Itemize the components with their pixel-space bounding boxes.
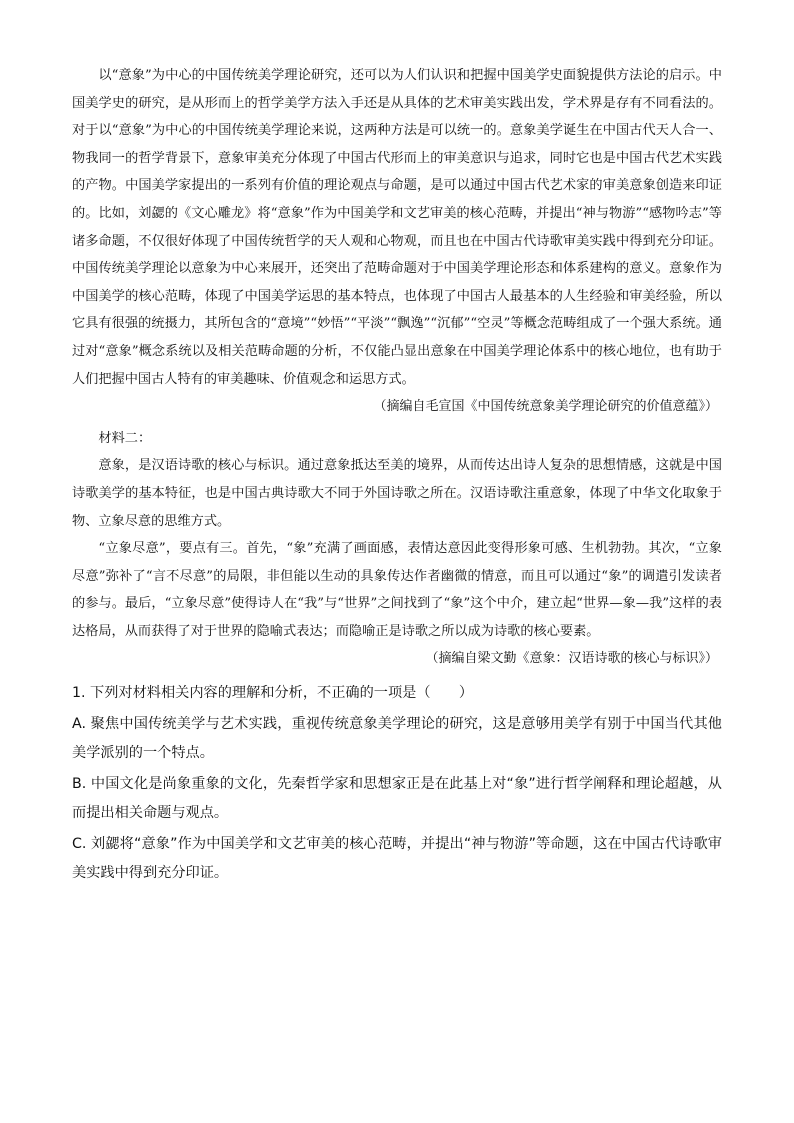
document-content <box>72 62 722 888</box>
question-1-option-a: A. 聚焦中国传统美学与艺术实践，重视传统意象美学理论的研究，这是意够用美学有别于中国当代其他美学派别的一个特点。 <box>72 716 722 762</box>
material2-heading: 材料二： <box>98 430 152 446</box>
question-1-option-c: C. 刘勰将“意象”作为中国美学和文艺审美的核心范畴，并提出“神与物游”等命题，这在中国古代诗歌审美实践中得到充分印证。 <box>72 836 722 882</box>
material1-source: （摘编自毛宣国《中国传统意象美学理论研究的价值意蕴》） <box>373 399 718 415</box>
material2-paragraph-2: “立象尽意”，要点有三。首先，“象”充满了画面感，表情达意因此变得形象可感、生机勃勃。其次，“立象尽意”弥补了“言不尽意”的局限，非但能以生动的具象传达作者幽微的情意，而且可以通过“象”的调遣引发读者的参与。最后，“立象尽意”使得诗人在“我”与“世界”之间找到了“象”这个中介，建立起“世界—象—我”这样的表达格局，从而获得了对于世界的隐喻式表达；而隐喻正是诗歌之所以成为诗歌的核心要素。 <box>72 541 722 639</box>
material1-paragraph: 以“意象”为中心的中国传统美学理论研究，还可以为人们认识和把握中国美学史面貌提供方法论的启示。中国美学史的研究，是从形而上的哲学美学方法入手还是从具体的艺术审美实践出发，学术界是存有不同看法的。对于以“意象”为中心的中国传统美学理论来说，这两种方法是可以统一的。意象美学诞生在中国古代天人合一、物我同一的哲学背景下，意象审美充分体现了中国古代形而上的审美意识与追求，同时它也是中国古代艺术实践的产物。中国美学家提出的一系列有价值的理论观点与命题，是可以通过中国古代艺术家的审美意象创造来印证的。比如，刘勰的《文心雕龙》将“意象”作为中国美学和文艺审美的核心范畴，并提出“神与物游”“感物吟志”等诸多命题，不仅很好体现了中国传统哲学的天人观和心物观，而且也在中国古代诗歌审美实践中得到充分印证。中国传统美学理论以意象为中心来展开，还突出了范畴命题对于中国美学理论形态和体系建构的意义。意象作为中国美学的核心范畴，体现了中国美学运思的基本特点，也体现了中国古人最基本的人生经验和审美经验，所以它具有很强的统摄力，其所包含的“意境”“妙悟”“平淡”“飘逸”“沉郁”“空灵”等概念范畴组成了一个强大系统。通过对“意象”概念系统以及相关范畴命题的分析，不仅能凸显出意象在中国美学理论体系中的核心地位，也有助于人们把握中国古人特有的审美趣味、价值观念和运思方式。 <box>72 68 722 387</box>
material2-source: （摘编自梁文勤《意象：汉语诗歌的核心与标识》） <box>425 651 718 667</box>
question-1-option-b: B. 中国文化是尚象重象的文化，先秦哲学家和思想家正是在此基上对“象”进行哲学阐释和理论超越，从而提出相关命题与观点。 <box>72 776 722 822</box>
material2-paragraph-1: 意象，是汉语诗歌的核心与标识。通过意象抵达至美的境界，从而传达出诗人复杂的思想情感，这就是中国诗歌美学的基本特征，也是中国古典诗歌大不同于外国诗歌之所在。汉语诗歌注重意象，体现了中华文化取象于物、立象尽意的思维方式。 <box>72 458 722 529</box>
question-1-stem: 1. 下列对材料相关内容的理解和分析，不正确的一项是（ ） <box>72 685 474 702</box>
